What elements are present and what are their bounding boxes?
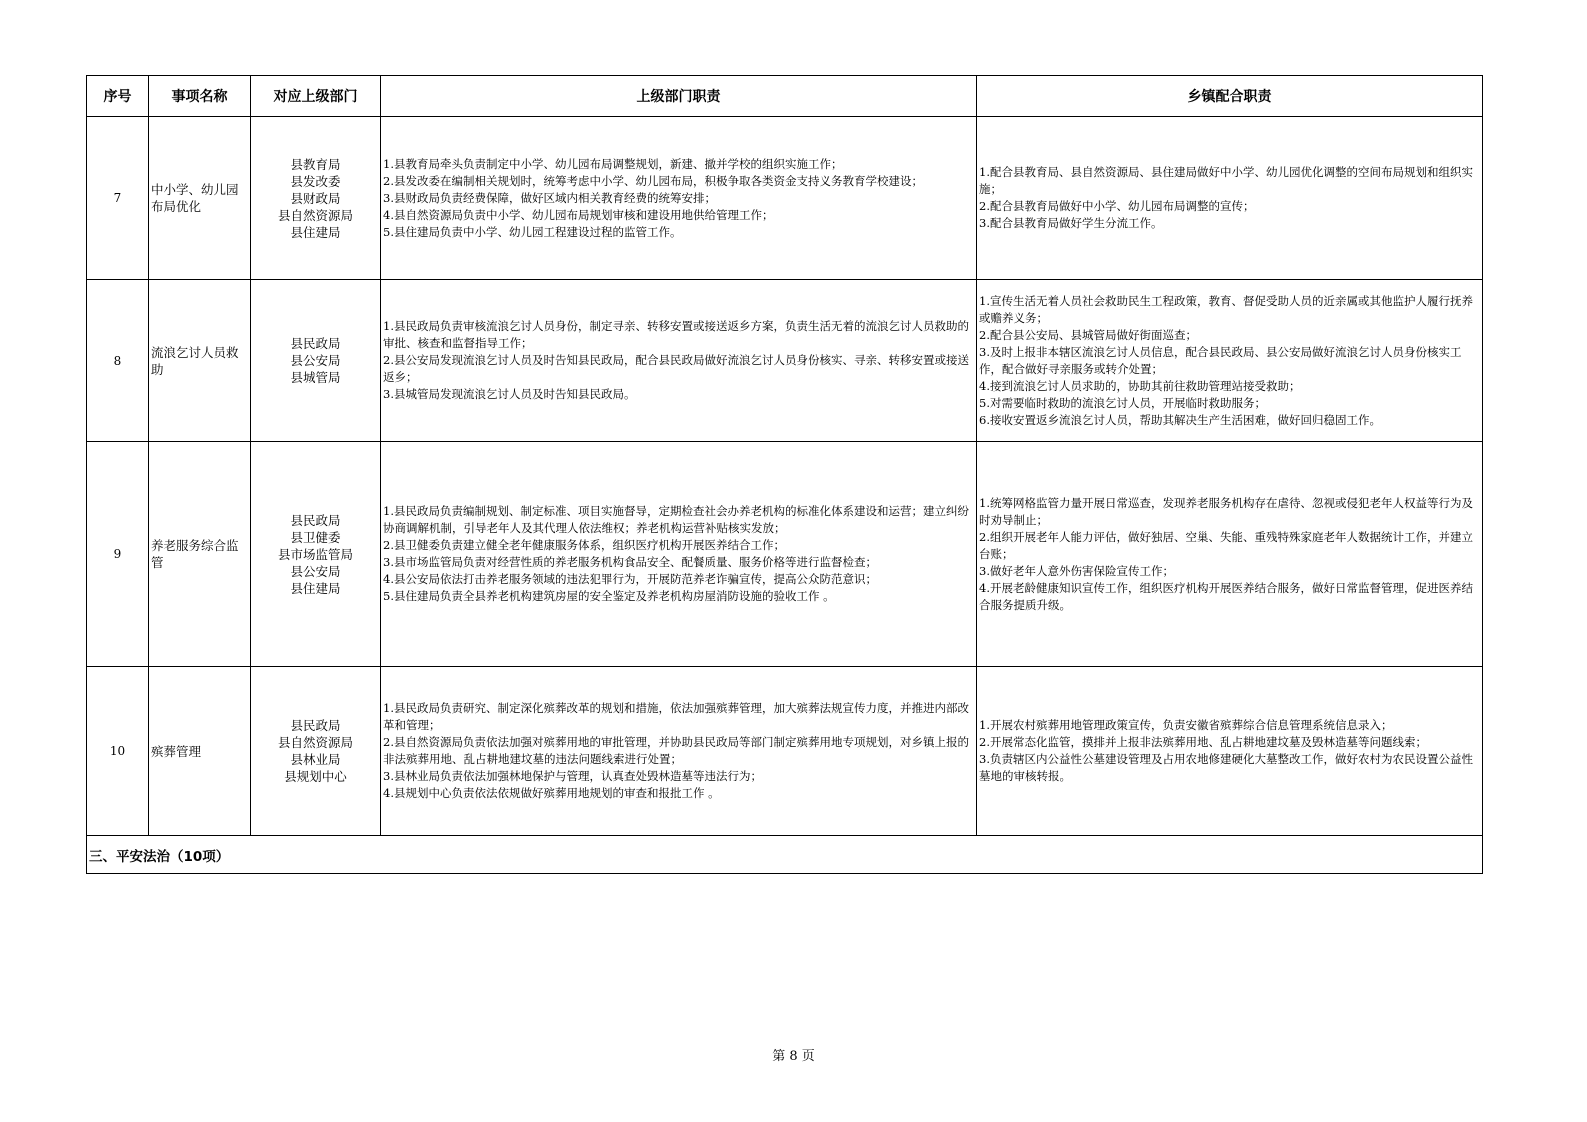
table-row: [87, 667, 1483, 836]
duty-item: 5.县住建局负责中小学、幼儿园工程建设过程的监管工作。: [383, 224, 682, 239]
item-name: 殡葬管理: [149, 667, 251, 836]
department: 县城管局: [290, 370, 341, 385]
duty-item: 2.县发改委在编制相关规划时，统筹考虑中小学、幼儿园布局，积极争取各类资金支持义务教育学校建设；: [383, 173, 923, 188]
department: 县民政局: [290, 512, 341, 528]
duty-table: [86, 75, 1483, 874]
department: 县卫健委: [290, 529, 341, 545]
duty-item: 4.县自然资源局负责中小学、幼儿园布局规划审核和建设用地供给管理工作；: [383, 207, 774, 222]
duty-item: 1.县民政局负责审核流浪乞讨人员身份，制定寻亲、转移安置或接送返乡方案，负责生活无着的流浪乞讨人员救助的审批、核查和监督指导工作；: [383, 319, 969, 350]
header-serial: 序号: [87, 76, 149, 117]
department: 县林业局: [290, 752, 341, 767]
duty-item: 2.组织开展老年人能力评估，做好独居、空巢、失能、重残特殊家庭老年人数据统计工作，并建立台账；: [979, 529, 1473, 561]
department: 县财政局: [290, 190, 341, 206]
upper-duties-cell: [381, 117, 977, 280]
duty-item: 4.开展老龄健康知识宣传工作，组织医疗机构开展医养结合服务，做好日常监督管理，促进医养结合服务提质升级。: [979, 580, 1473, 612]
town-duties-cell: [977, 667, 1483, 836]
duty-item: 2.开展常态化监管，摸排并上报非法殡葬用地、乱占耕地建坟墓及毁林造墓等问题线索；: [979, 735, 1427, 749]
duty-item: 2.县卫健委负责建立健全老年健康服务体系，组织医疗机构开展医养结合工作；: [383, 538, 785, 552]
section-heading: 三、平安法治（10项）: [87, 836, 1483, 874]
department: 县住建局: [290, 580, 341, 596]
department: 县自然资源局: [277, 735, 353, 750]
duty-item: 3.县城管局发现流浪乞讨人员及时告知县民政局。: [383, 387, 636, 401]
header-item-name: 事项名称: [149, 76, 251, 117]
table-row: [87, 117, 1483, 280]
duty-item: 2.配合县公安局、县城管局做好街面巡查；: [979, 327, 1197, 342]
duty-item: 1.开展农村殡葬用地管理政策宣传，负责安徽省殡葬综合信息管理系统信息录入；: [979, 718, 1393, 732]
duty-item: 3.负责辖区内公益性公墓建设管理及占用农地修建硬化大墓整改工作，做好农村为农民设置公益性墓地的审核转报。: [979, 752, 1473, 783]
row-number: 7: [87, 117, 149, 280]
duty-item: 3.县财政局负责经费保障，做好区域内相关教育经费的统筹安排；: [383, 190, 716, 205]
department-list: [251, 442, 381, 667]
header-upper-department: 对应上级部门: [251, 76, 381, 117]
item-name: 流浪乞讨人员救助: [149, 280, 251, 442]
row-number: 9: [87, 442, 149, 667]
department: 县公安局: [290, 353, 341, 368]
department: 县发改委: [290, 173, 341, 189]
department: 县规划中心: [284, 769, 347, 784]
department: 县住建局: [290, 224, 341, 240]
duty-item: 1.统筹网格监管力量开展日常巡查，发现养老服务机构存在虐待、忽视或侵犯老年人权益等行为及时劝导制止；: [979, 495, 1473, 527]
department-list: [251, 667, 381, 836]
department: 县自然资源局: [277, 207, 353, 223]
duty-item: 3.及时上报非本辖区流浪乞讨人员信息，配合县民政局、县公安局做好流浪乞讨人员身份核实工作，配合做好寻亲服务或转介处置；: [979, 344, 1462, 376]
department: 县公安局: [290, 563, 341, 579]
duty-item: 4.接到流浪乞讨人员求助的，协助其前往救助管理站接受救助；: [979, 378, 1301, 393]
header-town-duties: 乡镇配合职责: [977, 76, 1483, 117]
item-name: 中小学、幼儿园布局优化: [149, 117, 251, 280]
duty-item: 1.县民政局负责研究、制定深化殡葬改革的规划和措施，依法加强殡葬管理，加大殡葬法规宣传力度，并推进内部改革和管理；: [383, 701, 969, 732]
duty-item: 2.县公安局发现流浪乞讨人员及时告知县民政局，配合县民政局做好流浪乞讨人员身份核实、寻亲、转移安置或接送返乡；: [383, 353, 969, 384]
table-row: [87, 442, 1483, 667]
duty-item: 5.县住建局负责全县养老机构建筑房屋的安全鉴定及养老机构房屋消防设施的验收工作 。: [383, 589, 835, 603]
upper-duties-cell: [381, 667, 977, 836]
page-number: 第 8 页: [772, 1049, 815, 1064]
duty-item: 5.对需要临时救助的流浪乞讨人员，开展临时救助服务；: [979, 395, 1266, 410]
duty-item: 4.县公安局依法打击养老服务领域的违法犯罪行为，开展防范养老诈骗宣传，提高公众防范意识；: [383, 572, 877, 586]
department: 县民政局: [290, 336, 341, 351]
duty-item: 1.县教育局牵头负责制定中小学、幼儿园布局调整规划，新建、撤并学校的组织实施工作；: [383, 156, 843, 171]
header-upper-duties: 上级部门职责: [381, 76, 977, 117]
duty-item: 6.接收安置返乡流浪乞讨人员，帮助其解决生产生活困难，做好回归稳固工作。: [979, 412, 1381, 427]
table-row: [87, 280, 1483, 442]
upper-duties-cell: [381, 280, 977, 442]
duty-item: 1.宣传生活无着人员社会救助民生工程政策，教育、督促受助人员的近亲属或其他监护人履行抚养或赡养义务；: [979, 293, 1473, 325]
duty-item: 3.做好老年人意外伤害保险宣传工作；: [979, 563, 1174, 578]
duty-item: 4.县规划中心负责依法依规做好殡葬用地规划的审查和报批工作 。: [383, 786, 720, 800]
town-duties-cell: [977, 442, 1483, 667]
section-row: [87, 836, 1483, 874]
department: 县市场监管局: [277, 546, 353, 562]
town-duties-cell: [977, 280, 1483, 442]
duty-item: 3.县林业局负责依法加强林地保护与管理，认真查处毁林造墓等违法行为；: [383, 769, 762, 783]
row-number: 8: [87, 280, 149, 442]
department-list: [251, 117, 381, 280]
duty-item: 1.县民政局负责编制规划、制定标准、项目实施督导，定期检查社会办养老机构的标准化体系建设和运营；建立纠纷协商调解机制，引导老年人及其代理人依法维权；养老机构运营补贴核实发放；: [383, 504, 969, 535]
duty-item: 1.配合县教育局、县自然资源局、县住建局做好中小学、幼儿园优化调整的空间布局规划和组织实施；: [979, 165, 1473, 196]
duty-item: 2.县自然资源局负责依法加强对殡葬用地的审批管理，并协助县民政局等部门制定殡葬用地专项规划，对乡镇上报的非法殡葬用地、乱占耕地建坟墓的违法问题线索进行处置；: [383, 735, 969, 766]
duty-item: 3.县市场监管局负责对经营性质的养老服务机构食品安全、配餐质量、服务价格等进行监督检查；: [383, 555, 877, 569]
item-name: 养老服务综合监管: [149, 442, 251, 667]
department: 县教育局: [290, 156, 341, 172]
header-row: [87, 76, 1483, 117]
duty-item: 2.配合县教育局做好中小学、幼儿园布局调整的宣传；: [979, 199, 1255, 213]
upper-duties-cell: [381, 442, 977, 667]
duty-item: 3.配合县教育局做好学生分流工作。: [979, 216, 1163, 230]
department-list: [251, 280, 381, 442]
town-duties-cell: [977, 117, 1483, 280]
row-number: 10: [87, 667, 149, 836]
department: 县民政局: [290, 718, 341, 733]
